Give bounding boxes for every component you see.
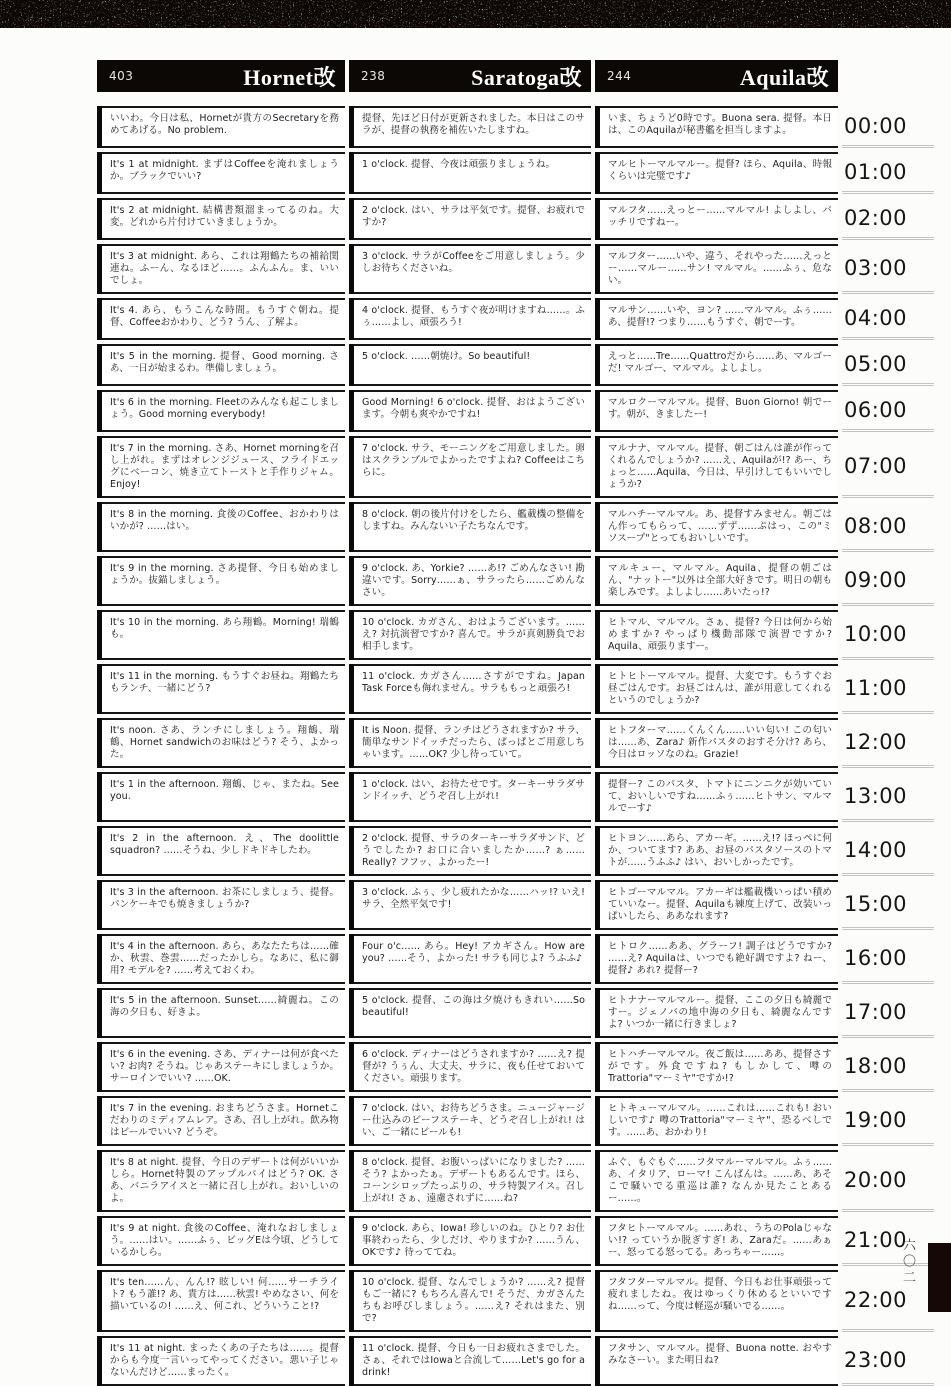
voice-cell-aquila: ヒトヨン……あら、アカーギ。……え!? ほっぺに何か、ついてます? ああ、お昼のパスタソースのトマトが……うふふ♪ はい、おいしかったです。 — [595, 826, 838, 876]
ship-name-latin: Aquila — [739, 64, 807, 90]
time-label: 18:00 — [842, 1042, 934, 1092]
page-edge-tab — [928, 1243, 951, 1312]
time-label: 11:00 — [842, 664, 934, 714]
voice-cell-saratoga: 6 o'clock. ディナーはどうされますか? ……え? 提督が? うぅん、大丈夫、サラに、夜も任せておいてください。頑張ります。 — [349, 1042, 591, 1092]
time-label: 07:00 — [842, 436, 934, 498]
voice-cell-aquila: 提督ー? このパスタ、トマトにニンニクが効いていて、おいしいですね……ふぅ……ヒトサン、マルマルでーす♪ — [595, 772, 838, 822]
time-label: 10:00 — [842, 610, 934, 660]
ship-name — [243, 61, 336, 92]
voice-cell-hornet: It's 1 in the afternoon. 翔鶴、じゃ、またね。See you. — [97, 772, 345, 822]
voice-cell-saratoga: 提督、先ほど日付が更新されました。本日はこのサラが、提督の執務を補佐いたしますね。 — [349, 106, 591, 148]
time-label: 15:00 — [842, 880, 934, 930]
voice-cell-saratoga: 8 o'clock. 提督、お腹いっぱいになりました? ……そう? よかったぁ。デザートもあるんです。ほら、コーンシロップたっぷりの、サラ特製アイス。召し上がれ! さぁ、遠慮されずに……ね? — [349, 1150, 591, 1212]
ship-header-hornet — [97, 60, 345, 92]
time-label: 17:00 — [842, 988, 934, 1038]
voice-cell-hornet: It's 9 in the morning. さあ提督、今日も始めましょうか。抜錨しましょう。 — [97, 556, 345, 606]
voice-cell-aquila: マルキュー、マルマル。Aquila、提督の朝ごはん、"ナットー"以外は全部大好きです。明日の朝も楽しみです。よしよし……あいたっ!? — [595, 556, 838, 606]
time-label: 23:00 — [842, 1336, 934, 1386]
voice-cell-hornet: It's 7 in the morning. さあ、Hornet morningを召し上がれ。まずはオレンジジュース、フライドエッグにベーコン、焼き立てトーストと手作りジャム。Enjoy! — [97, 436, 345, 498]
ship-name-latin: Hornet — [243, 64, 314, 90]
time-label: 20:00 — [842, 1150, 934, 1212]
voice-cell-saratoga: It is Noon. 提督、ランチはどうされますか? サラ、簡単なサンドイッチだったら、ぱっぱとご用意しちゃいます。……OK? 少し待っていて。 — [349, 718, 591, 768]
time-label: 03:00 — [842, 244, 934, 294]
voice-cell-hornet: It's 11 in the morning. もうすぐお昼ね。翔鶴たちもランチ、一緒にどう? — [97, 664, 345, 714]
voice-cell-hornet: It's 3 at midnight. あら、これは翔鶴たちの補給関連ね。ふーん、なるほど……。ふんふん。ま、いいでしょ。 — [97, 244, 345, 294]
voice-cell-hornet: It's noon. さあ、ランチにしましょう。翔鶴、瑞鶴、Hornet sandwichのお味はどう? そう、よかった。 — [97, 718, 345, 768]
time-label: 12:00 — [842, 718, 934, 768]
voice-cell-aquila: マルサン……いや、ヨン? ……マルマル。ふぅ……あ、提督!? つまり……もうすぐ、朝でーす。 — [595, 298, 838, 340]
voice-cell-saratoga: 10 o'clock. 提督、なんでしょうか? ……え? 提督もご一緒に? もちろん喜んで! そうだ、カガさんたちもお呼びしましょう。……え? それはまた、別で? — [349, 1270, 591, 1332]
voice-cell-aquila: ヒトキューマルマル。……これは……これも! おいしいです♪ 噂のTrattoria"マーミヤ"、恐るべしです。……あ、おかわり! — [595, 1096, 838, 1146]
ship-kai-suffix: 改 — [313, 64, 336, 90]
voice-cell-aquila: フタヒトーマルマル。……あれ、うちのPolaじゃない!? っていうか脱ぎすぎ! あ、Zaraだ。……あぁー、怒ってる怒ってる。あっちゃー……。 — [595, 1216, 838, 1266]
voice-cell-hornet: It's 11 at night. まったくあの子たちは……。提督からも今度一言いってやってください。悪い子じゃないんだけど……まったく。 — [97, 1336, 345, 1386]
time-label: 01:00 — [842, 152, 934, 194]
time-label: 19:00 — [842, 1096, 934, 1146]
voice-cell-hornet: いいわ。今日は私、Hornetが貴方のSecretaryを務めてあげる。No problem. — [97, 106, 345, 148]
voice-cell-saratoga: 9 o'clock. あら、Iowa! 珍しいのね。ひとり? お仕事終わったら、少しだけ、やりますか? ……うん、OKです♪ 待っててね。 — [349, 1216, 591, 1266]
voice-cell-saratoga: 4 o'clock. 提督、もうすぐ夜が明けますね……。ふぅ……よし、頑張ろう! — [349, 298, 591, 340]
time-label: 22:00 — [842, 1270, 934, 1332]
voice-cell-aquila: マルハチーマルマル。あ、提督すみません。朝ごはん作ってもらって、……ずず……ぷはっ、この"ミソスープ"とってもおいしいです。 — [595, 502, 838, 552]
ship-kai-suffix: 改 — [806, 64, 829, 90]
voice-cell-aquila: ふぐ、もぐもぐ……フタマルーマルマル。ふぅ……あ、イタリア、ローマ! こんばんは。……あ、あそこで騒いでる重巡は誰? なんか見たことあるー……。 — [595, 1150, 838, 1212]
voice-cell-aquila: ヒトロク……ああ、グラーフ! 調子はどうですか? ……え? Aquilaは、いつでも絶好調ですよ? ねー、提督♪ あれ? 提督ー? — [595, 934, 838, 984]
voice-cell-saratoga: Good Morning! 6 o'clock. 提督、おはようございます。今朝も爽やかですね! — [349, 390, 591, 432]
voice-cell-hornet: It's 4. あら、もうこんな時間。もうすぐ朝ね。提督、Coffeeおかわり、どう? うん、了解よ。 — [97, 298, 345, 340]
time-label: 16:00 — [842, 934, 934, 984]
voice-cell-aquila: マルナナ、マルマル。提督、朝ごはんは誰が作ってくれるんでしょうか? ……え、Aquilaが!? あー、ちょっと……Aquila、今日は、早引けしてもいいでしょうか? — [595, 436, 838, 498]
time-label: 05:00 — [842, 344, 934, 386]
voice-cell-aquila: フタサン、マルマル。提督、Buona notte. おやすみなさーい。また明日ね? — [595, 1336, 838, 1386]
voice-cell-saratoga: 2 o'clock. はい、サラは平気です。提督、お疲れですか? — [349, 198, 591, 240]
voice-cell-hornet: It's 10 in the morning. あら翔鶴。Morning! 瑞鶴も。 — [97, 610, 345, 660]
voice-cell-saratoga: 5 o'clock. 提督、この海は夕焼けもきれい……So beautiful! — [349, 988, 591, 1038]
voice-cell-saratoga: 7 o'clock. はい、お待ちどうさま。ニュージャージー仕込みのビーフステーキ、どうぞ召し上がれ! はい、ご一緒にビールも! — [349, 1096, 591, 1146]
header-spacer — [842, 60, 934, 102]
voice-cell-aquila: ヒトヒトーマルマル。提督、大変です。もうすぐお昼ごはんです。お昼ごはんは、誰が用意してくれるというのでしょうか? — [595, 664, 838, 714]
voice-cell-hornet: It's 5 in the morning. 提督、Good morning. さあ、一日が始まるわ。準備しましょう。 — [97, 344, 345, 386]
voice-cell-hornet: It's 7 in the evening. おまちどうさま。Hornetこだわりのミディアムレア。さあ、召し上がれ。飲み物はビールでいい? どうぞ。 — [97, 1096, 345, 1146]
voice-cell-saratoga: 10 o'clock. カガさん、おはようございます。……え? 対抗演習ですか? 喜んで。サラが真剣勝負でお相手します。 — [349, 610, 591, 660]
ship-name-latin: Saratoga — [471, 64, 560, 90]
page-top-banner — [0, 0, 951, 28]
time-label: 14:00 — [842, 826, 934, 876]
time-label: 09:00 — [842, 556, 934, 606]
ship-header-aquila — [595, 60, 838, 92]
time-label: 06:00 — [842, 390, 934, 432]
voice-cell-aquila: フタフターマルマル。提督、今日もお仕事頑張って疲れましたね。夜はゆっくり休めるといいですね……って、今度は軽巡が騒いでる……。 — [595, 1270, 838, 1332]
ship-number: 244 — [607, 69, 632, 83]
voice-cell-aquila: いま、ちょうど0時です。Buona sera. 提督。本日は、このAquilaが秘書艦を担当しますよ。 — [595, 106, 838, 148]
page-number: 六〇二 — [900, 1238, 915, 1286]
voice-cell-saratoga: 1 o'clock. 提督、今夜は頑張りましょうね。 — [349, 152, 591, 194]
voice-cell-saratoga: Four o'c…… あら。Hey! アカギさん。How are you? ……そう、よかった! サラも同じよ? うふふ♪ — [349, 934, 591, 984]
voice-cell-aquila: マルフター……いや、違う、それやった……えっとー……マルー……サン! マルマル。……ふぅ、危ない。 — [595, 244, 838, 294]
voice-cell-hornet: It's 9 at night. 食後のCoffee、淹れなおしましょう。……はい。……ふぅ、ビッグEは今頃、どうしているかしら。 — [97, 1216, 345, 1266]
voice-cell-aquila: マルフタ……えっとー……マルマル! よしよし、バッチリですねー。 — [595, 198, 838, 240]
voice-cell-hornet: It's 6 in the evening. さあ、ディナーは何が食べたい? お肉? そうね。じゃあステーキにしましょうか。サーロインでいい? ……OK. — [97, 1042, 345, 1092]
voice-cell-saratoga: 11 o'clock. カガさん……さすがですね。Japan Task Forceも侮れません。サラももっと頑張ろ! — [349, 664, 591, 714]
voice-cell-aquila: マルロクーマルマル。提督、Buon Giorno! 朝でーす。朝が、きましたー! — [595, 390, 838, 432]
voice-cell-saratoga: 1 o'clock. はい、お待たせです。ターキーサラダサンドイッチ、どうぞ召し上がれ! — [349, 772, 591, 822]
voice-cell-hornet: It's 3 in the afternoon. お茶にしましょう、提督。パンケーキでも焼きましょうか? — [97, 880, 345, 930]
voice-cell-hornet: It's ten……ん、んん!? 眩しい! 何……サーチライト? もう誰!? あ、貴方は……秋雲! やめなさい、何を描いているの! ……え、何これ、どういうこと!? — [97, 1270, 345, 1332]
time-label: 00:00 — [842, 106, 934, 148]
ship-number: 238 — [361, 69, 386, 83]
voice-cell-aquila: ヒトマル、マルマル。さぁ、提督? 今日は何から始めますか? やっぱり機動部隊で演習ですか? Aquila、頑張りますー。 — [595, 610, 838, 660]
voice-cell-saratoga: 3 o'clock. サラがCoffeeをご用意しましょう。少しお待ちくださいね。 — [349, 244, 591, 294]
voice-cell-aquila: ヒトフターマ……くんくん……いい匂い! この匂いは……あ、Zara♪ 新作パスタのおすそ分け? あら、今日はロッソなのね。Grazie! — [595, 718, 838, 768]
voice-cell-saratoga: 8 o'clock. 朝の後片付けをしたら、艦載機の整備をしますね。みんないい子たちなんです。 — [349, 502, 591, 552]
voice-cell-saratoga: 11 o'clock. 提督、今日も一日お疲れさまでした。さぁ、それではIowaと合流して……Let's go for a drink! — [349, 1336, 591, 1386]
voice-cell-hornet: It's 2 at midnight. 結構書類溜まってるのね。大変。どれから片付けていきましょうか。 — [97, 198, 345, 240]
ship-name — [471, 61, 582, 92]
voice-cell-saratoga: 7 o'clock. サラ、モーニングをご用意しました。卵はスクランブルでよかったですよね? Coffeeはこちらに。 — [349, 436, 591, 498]
ship-kai-suffix: 改 — [559, 64, 582, 90]
voice-cell-hornet: It's 4 in the afternoon. あら、あなたたちは……確か、秋雲、巻雲……だったかしら。なあに、私に御用? モデルを? ……考えておくわ。 — [97, 934, 345, 984]
voice-cell-saratoga: 5 o'clock. ……朝焼け。So beautiful! — [349, 344, 591, 386]
voice-cell-saratoga: 3 o'clock. ふぅ、少し疲れたかな……ハッ!? いえ! サラ、全然平気です! — [349, 880, 591, 930]
voice-cell-aquila: えっと……Tre……Quattroだから……あ、マルゴーだ! マルゴー、マルマル。よしよし。 — [595, 344, 838, 386]
voice-cell-hornet: It's 8 in the morning. 食後のCoffee、おかわりはいかが? ……はい。 — [97, 502, 345, 552]
voice-cell-aquila: ヒトナナーマルマルー。提督、ここの夕日も綺麗ですー。ジェノバの地中海の夕日も、綺麗なんですよ? いつか一緒に行きましょ? — [595, 988, 838, 1038]
voice-cell-aquila: ヒトハチーマルマル。夜ご飯は……ああ、提督さすがです。外食ですね? もしかして、噂のTrattoria"マーミヤ"ですか!? — [595, 1042, 838, 1092]
time-label: 04:00 — [842, 298, 934, 340]
ship-number: 403 — [109, 69, 134, 83]
ship-name — [740, 61, 829, 92]
time-label: 02:00 — [842, 198, 934, 240]
voice-cell-hornet: It's 6 in the morning. Fleetのみんなも起こしましょう。Good morning everybody! — [97, 390, 345, 432]
time-label: 08:00 — [842, 502, 934, 552]
voice-cell-hornet: It's 1 at midnight. まずはCoffeeを淹れましょうか。ブラックでいい? — [97, 152, 345, 194]
voice-cell-aquila: マルヒトーマルマルー。提督? ほら、Aquila、時報くらいは完璧です♪ — [595, 152, 838, 194]
voice-cell-saratoga: 2 o'clock. 提督、サラのターキーサラダサンド、どうでしたか? お口に合いましたか……? ぁ……Really? フフッ、よかったー! — [349, 826, 591, 876]
voice-cell-saratoga: 9 o'clock. あ、Yorkie? ……あ!? ごめんなさい! 勘違いです。Sorry……ぁ、サラったら……ごめんなさい。 — [349, 556, 591, 606]
hourly-voice-table — [97, 60, 937, 1386]
voice-cell-hornet: It's 2 in the afternoon. え、The doolittle squadron? ……そうね、少しドキドキしたわ。 — [97, 826, 345, 876]
ship-header-saratoga — [349, 60, 591, 92]
time-label: 21:00 — [842, 1216, 934, 1266]
time-label: 13:00 — [842, 772, 934, 822]
voice-cell-hornet: It's 5 in the afternoon. Sunset……綺麗ね。この海の夕日も、好きよ。 — [97, 988, 345, 1038]
voice-cell-hornet: It's 8 at night. 提督、今日のデザートは何がいいかしら。Hornet特製のアップルパイはどう? OK. さあ、バニラアイスと一緒に召し上がれ。おいしいのよ。 — [97, 1150, 345, 1212]
voice-cell-aquila: ヒトゴーマルマル。アカーギは艦載機いっぱい積めていいなー。提督、Aquilaも練度上げて、改装いっぱいしたら、ああなれます? — [595, 880, 838, 930]
